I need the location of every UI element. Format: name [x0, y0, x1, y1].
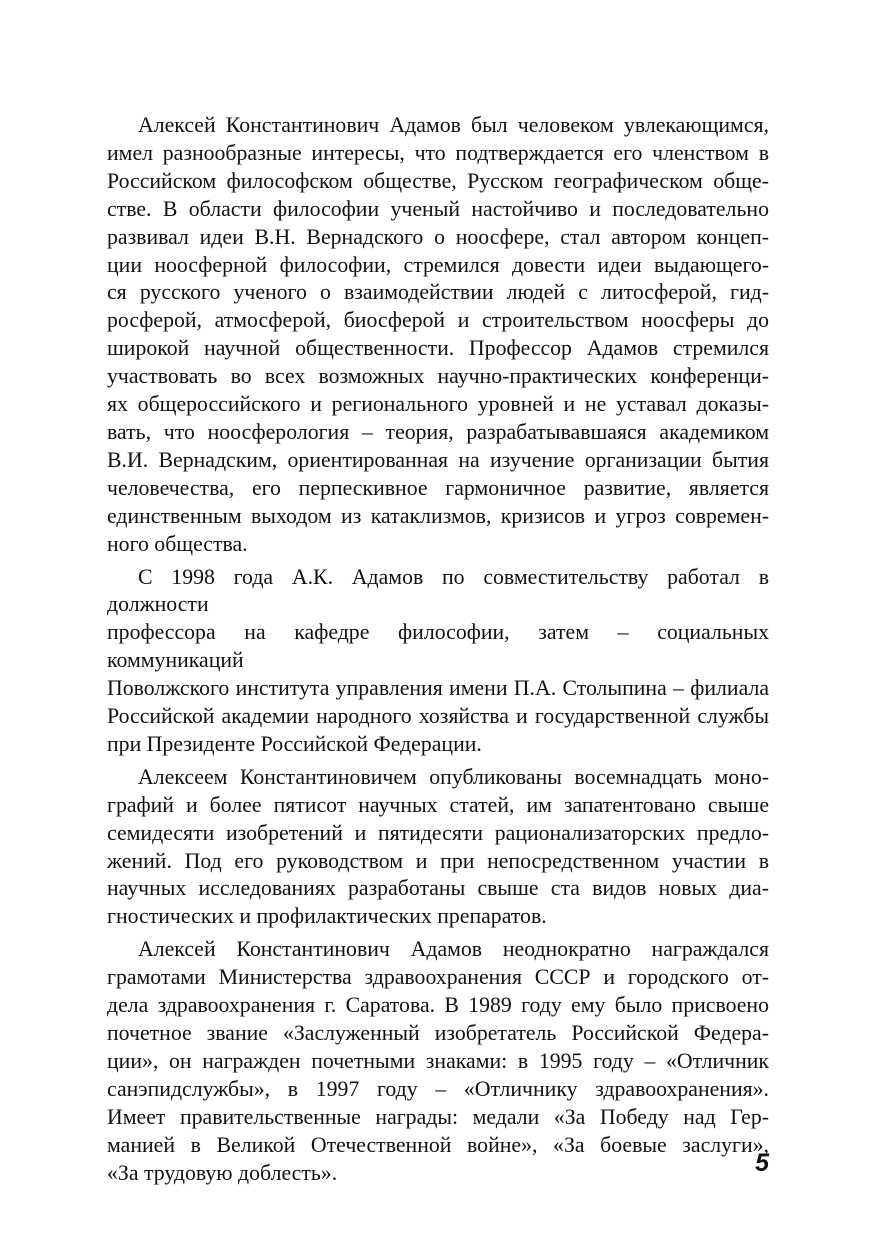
text-line: гностических и профилактических препаратов.	[107, 904, 547, 929]
paragraph-1	[107, 112, 769, 559]
text-line: стве. В области философии ученый настойчиво и последовательно	[107, 196, 769, 221]
text-line: развивал идеи В.Н. Вернадского о ноосфере, стал автором концеп-	[107, 224, 769, 249]
text-line: С 1998 года А.К. Адамов по совместительству работал в должности	[107, 564, 769, 617]
text-line: «За трудовую доблесть».	[107, 1160, 338, 1185]
text-line: вать, что ноосферология – теория, разрабатывавшаяся академиком	[107, 419, 769, 444]
text-line: участвовать во всех возможных научно-практических конференци-	[107, 364, 769, 389]
page-number: 5	[755, 1149, 769, 1177]
text-line: при Президенте Российской Федерации.	[107, 731, 482, 756]
text-line: человечества, его перпескивное гармоничное развитие, является	[107, 475, 769, 500]
text-line: Алексей Константинович Адамов неоднократно награждался	[138, 937, 769, 962]
text-line: Алексеем Константиновичем опубликованы восемнадцать моно-	[138, 764, 769, 789]
text-line: росферой, атмосферой, биосферой и строительством ноосферы до	[107, 308, 769, 333]
text-line: семидесяти изобретений и пятидесяти рационализаторских предло-	[107, 820, 769, 845]
text-line: манией в Великой Отечественной войне», «За боевые заслуги»,	[107, 1132, 769, 1157]
text-line: графий и более пятисот научных статей, им запатентовано свыше	[107, 792, 769, 817]
paragraph-4	[107, 936, 769, 1187]
text-line: ного общества.	[107, 531, 248, 556]
text-line: научных исследованиях разработаны свыше ста видов новых диа-	[107, 876, 769, 901]
text-line: почетное звание «Заслуженный изобретатель Российской Федера-	[107, 1021, 769, 1045]
text-line: ции ноосферной философии, стремился довести идеи выдающего-	[107, 252, 769, 277]
text-line: единственным выходом из катаклизмов, кризисов и угроз современ-	[107, 503, 769, 528]
text-line: Имеет правительственные награды: медали «За Победу над Гер-	[107, 1104, 769, 1129]
text-line: дела здравоохранения г. Саратова. В 1989 году ему было присвоено	[107, 993, 769, 1018]
text-line: жений. Под его руководством и при непосредственном участии в	[107, 848, 769, 873]
text-line: имел разнообразные интересы, что подтверждается его членством в	[107, 140, 769, 165]
text-line: В.И. Вернадским, ориентированная на изучение организации бытия	[107, 447, 769, 472]
text-line: ции», он награжден почетными знаками: в 1995 году – «Отличник	[107, 1048, 769, 1073]
text-line: широкой научной общественности. Профессор Адамов стремился	[107, 336, 769, 361]
text-line: Российской академии народного хозяйства и государственной службы	[107, 704, 769, 729]
paragraph-2	[107, 564, 769, 759]
text-line: ся русского ученого о взаимодействии людей с литосферой, гид-	[107, 280, 769, 305]
text-line: Российском философском обществе, Русском географическом обще-	[107, 168, 769, 193]
text-line: Поволжского института управления имени П.А. Столыпина – филиала	[107, 676, 769, 701]
body-text	[107, 112, 769, 1187]
text-line: санэпидслужбы», в 1997 году – «Отличнику здравоохранения».	[107, 1076, 769, 1101]
text-line: ях общероссийского и регионального уровней и не уставал доказы-	[107, 392, 769, 417]
text-line: Алексей Константинович Адамов был человеком увлекающимся,	[138, 113, 769, 137]
text-line: профессора на кафедре философии, затем – социальных коммуникаций	[107, 620, 769, 673]
text-line: грамотами Министерства здравоохранения СССР и городского от-	[107, 965, 769, 990]
paragraph-3	[107, 764, 769, 931]
